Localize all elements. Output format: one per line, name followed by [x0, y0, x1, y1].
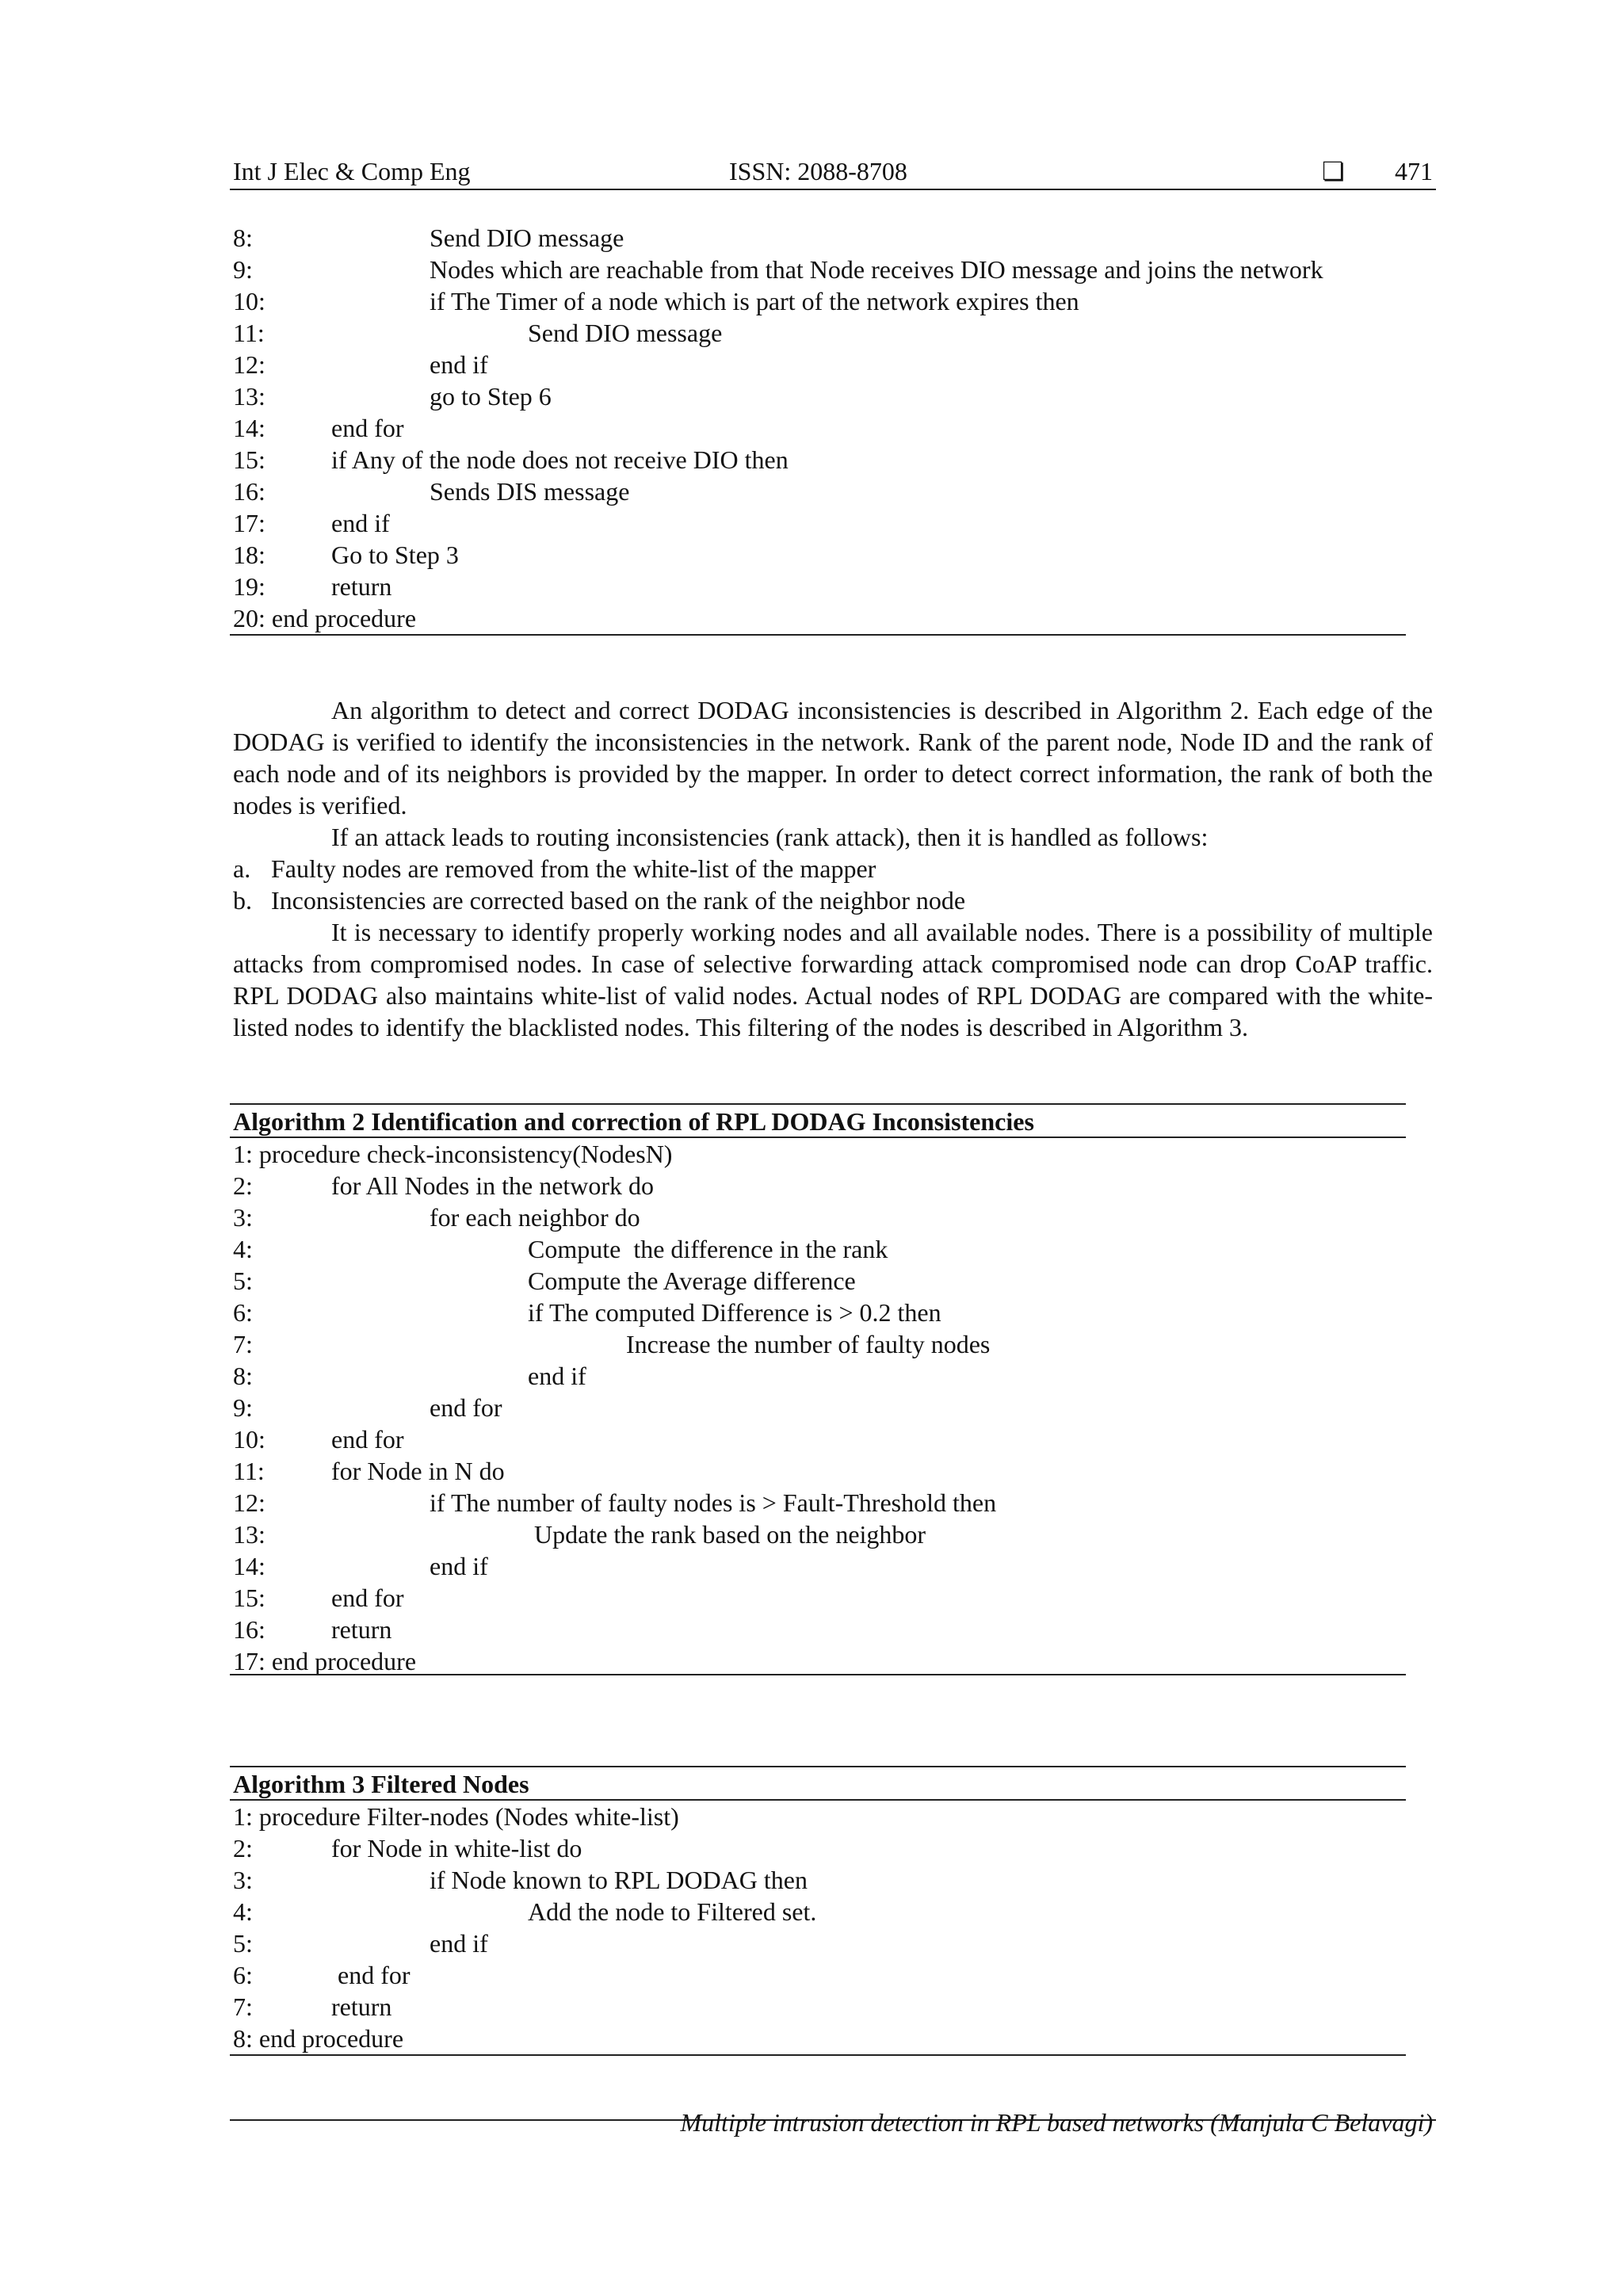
- algorithm-3: [233, 1769, 1400, 1799]
- algorithm-line: [233, 412, 1400, 444]
- line-number: 5:: [233, 1929, 253, 1958]
- line-code: end if: [430, 1929, 488, 1958]
- line-number: 15:: [233, 445, 265, 474]
- line-code: 1: procedure Filter-nodes (Nodes white-list): [233, 1802, 679, 1831]
- line-code: 8: end procedure: [233, 2024, 404, 2053]
- algorithm-line: [233, 1959, 1400, 1991]
- page-marker-icon: ❏: [1322, 157, 1345, 185]
- algorithm-line: [233, 539, 1400, 571]
- algorithm-3-lines: [233, 1801, 1400, 2054]
- list-item-b: [233, 884, 965, 916]
- algorithm-line: [233, 1265, 1400, 1297]
- line-number: 6:: [233, 1961, 253, 1989]
- line-number: 13:: [233, 1520, 265, 1549]
- algorithm-1-bottom-rule: [230, 634, 1406, 636]
- algorithm-line: [233, 1487, 1400, 1519]
- line-number: 8:: [233, 223, 253, 252]
- line-number: 7:: [233, 1330, 253, 1358]
- line-number: 11:: [233, 319, 265, 347]
- algorithm-line: [233, 1864, 1400, 1896]
- line-code: Compute the Average difference: [528, 1266, 856, 1295]
- algorithm-2-lines: [233, 1138, 1400, 1677]
- line-code: Increase the number of faulty nodes: [626, 1330, 991, 1358]
- algorithm-line: [233, 349, 1400, 380]
- line-code: end for: [331, 414, 404, 442]
- line-code: Send DIO message: [430, 223, 624, 252]
- algorithm-line: [233, 317, 1400, 349]
- algorithm-line: [233, 444, 1400, 476]
- line-code: end if: [331, 509, 390, 537]
- list-marker: b.: [233, 886, 252, 915]
- line-code: Sends DIS message: [430, 477, 630, 506]
- list-item-a: [233, 853, 876, 884]
- algorithm-line: [233, 1360, 1400, 1392]
- algorithm-3-top-rule: [230, 1766, 1406, 1767]
- algorithm-3-bottom-rule: [230, 2054, 1406, 2056]
- algorithm-line: [233, 507, 1400, 539]
- line-number: 2:: [233, 1171, 253, 1200]
- algorithm-line: [233, 1233, 1400, 1265]
- algorithm-line: [233, 571, 1400, 602]
- algorithm-line: [233, 1328, 1400, 1360]
- algorithm-1-lines: [233, 222, 1400, 634]
- algorithm-line: [233, 1455, 1400, 1487]
- line-code: for All Nodes in the network do: [331, 1171, 655, 1200]
- algorithm-2-body: [233, 1138, 1400, 1677]
- line-number: 9:: [233, 1393, 253, 1422]
- line-number: 4:: [233, 1235, 253, 1263]
- line-code: for each neighbor do: [430, 1203, 640, 1232]
- list-item-text: Faulty nodes are removed from the white-list of the mapper: [271, 854, 876, 883]
- algorithm-line: [233, 1201, 1400, 1233]
- paragraph-2: If an attack leads to routing inconsistencies (rank attack), then it is handled as follows:: [331, 823, 1209, 851]
- algorithm-3-title: Algorithm 3 Filtered Nodes: [233, 1770, 529, 1798]
- line-code: end for: [331, 1425, 404, 1454]
- algorithm-line: [233, 1519, 1400, 1550]
- issn: ISSN: 2088-8708: [729, 157, 907, 185]
- algorithm-line: [233, 222, 1400, 254]
- journal-name: Int J Elec & Comp Eng: [233, 157, 471, 185]
- algorithm-line: [233, 1392, 1400, 1423]
- line-code: end if: [430, 1552, 488, 1580]
- line-number: 7:: [233, 1992, 253, 2021]
- running-footer: Multiple intrusion detection in RPL based networks (Manjula C Belavagi): [680, 2108, 1433, 2137]
- line-code: if Node known to RPL DODAG then: [430, 1866, 808, 1894]
- line-code: 20: end procedure: [233, 604, 417, 632]
- algorithm-line: [233, 1614, 1400, 1645]
- line-number: 19:: [233, 572, 265, 601]
- page-number: 471: [1395, 157, 1433, 185]
- algorithm-line: [233, 285, 1400, 317]
- algorithm-line: [233, 1550, 1400, 1582]
- line-code: end for: [331, 1584, 404, 1612]
- line-code: end for: [331, 1961, 411, 1989]
- line-number: 10:: [233, 287, 265, 315]
- line-number: 8:: [233, 1362, 253, 1390]
- algorithm-2: [233, 1106, 1400, 1137]
- algorithm-line: [233, 1927, 1400, 1959]
- algorithm-2-title: Algorithm 2 Identification and correction of RPL DODAG Inconsistencies: [233, 1107, 1034, 1136]
- line-number: 15:: [233, 1584, 265, 1612]
- line-code: 17: end procedure: [233, 1647, 417, 1675]
- line-code: Nodes which are reachable from that Node receives DIO message and joins the network: [430, 255, 1323, 284]
- line-code: Add the node to Filtered set.: [528, 1897, 817, 1926]
- line-code: end for: [430, 1393, 502, 1422]
- line-code: for Node in white-list do: [331, 1834, 582, 1862]
- algorithm-line: [233, 1991, 1400, 2023]
- line-code: if The Timer of a node which is part of the network expires then: [430, 287, 1079, 315]
- algorithm-line: [233, 2023, 1400, 2054]
- paragraph-1: An algorithm to detect and correct DODAG inconsistencies is described in Algorithm 2. Each edge of the DODAG is verified to identify the inconsistencies in the network. Rank of the parent node, Node ID and the rank of each node and of its neighbors is provided by the mapper. In order to detect correct information, the rank of both the nodes is verified.: [233, 696, 1433, 819]
- line-number: 6:: [233, 1298, 253, 1327]
- algorithm-line: [233, 1801, 1400, 1832]
- line-code: 1: procedure check-inconsistency(NodesN): [233, 1140, 673, 1168]
- line-number: 13:: [233, 382, 265, 411]
- line-code: end if: [430, 350, 488, 379]
- line-code: for Node in N do: [331, 1457, 505, 1485]
- algorithm-line: [233, 1423, 1400, 1455]
- list-item-text: Inconsistencies are corrected based on the rank of the neighbor node: [271, 886, 966, 915]
- line-number: 3:: [233, 1203, 253, 1232]
- algorithm-2-bottom-rule: [230, 1674, 1406, 1675]
- line-number: 14:: [233, 414, 265, 442]
- algorithm-line: [233, 1138, 1400, 1170]
- algorithm-line: [233, 1645, 1400, 1677]
- algorithm-line: [233, 602, 1400, 634]
- algorithm-2-top-rule: [230, 1103, 1406, 1105]
- line-code: go to Step 6: [430, 382, 552, 411]
- list-marker: a.: [233, 854, 251, 883]
- line-number: 3:: [233, 1866, 253, 1894]
- algorithm-line: [233, 1170, 1400, 1201]
- algorithm-1-continued: [233, 222, 1400, 634]
- paragraph-3: It is necessary to identify properly working nodes and all available nodes. There is a possibility of multiple attacks from compromised nodes. In case of selective forwarding attack compromised node can drop CoAP traffic. RPL DODAG also maintains white-list of valid nodes. Actual nodes of RPL DODAG are compared with the white-listed nodes to identify the blacklisted nodes. This filtering of the nodes is described in Algorithm 3.: [233, 918, 1433, 1041]
- algorithm-line: [233, 380, 1400, 412]
- line-code: return: [331, 1615, 392, 1644]
- line-code: Go to Step 3: [331, 541, 459, 569]
- line-number: 14:: [233, 1552, 265, 1580]
- algorithm-line: [233, 1896, 1400, 1927]
- line-code: return: [331, 1992, 392, 2021]
- line-code: Compute the difference in the rank: [528, 1235, 888, 1263]
- header-rule: [230, 189, 1436, 190]
- line-number: 16:: [233, 477, 265, 506]
- line-code: Send DIO message: [528, 319, 723, 347]
- line-number: 11:: [233, 1457, 265, 1485]
- line-code: return: [331, 572, 392, 601]
- line-number: 18:: [233, 541, 265, 569]
- algorithm-3-body: [233, 1801, 1400, 2054]
- line-number: 12:: [233, 1488, 265, 1517]
- line-code: end if: [528, 1362, 586, 1390]
- line-code: if The computed Difference is > 0.2 then: [528, 1298, 941, 1327]
- line-code: if The number of faulty nodes is > Fault-Threshold then: [430, 1488, 997, 1517]
- line-number: 4:: [233, 1897, 253, 1926]
- algorithm-line: [233, 1582, 1400, 1614]
- line-number: 17:: [233, 509, 265, 537]
- algorithm-line: [233, 1832, 1400, 1864]
- algorithm-line: [233, 1297, 1400, 1328]
- algorithm-line: [233, 476, 1400, 507]
- line-number: 5:: [233, 1266, 253, 1295]
- algorithm-line: [233, 254, 1400, 285]
- line-code: Update the rank based on the neighbor: [528, 1520, 926, 1549]
- line-number: 10:: [233, 1425, 265, 1454]
- line-number: 12:: [233, 350, 265, 379]
- line-code: if Any of the node does not receive DIO then: [331, 445, 789, 474]
- line-number: 2:: [233, 1834, 253, 1862]
- line-number: 16:: [233, 1615, 265, 1644]
- line-number: 9:: [233, 255, 253, 284]
